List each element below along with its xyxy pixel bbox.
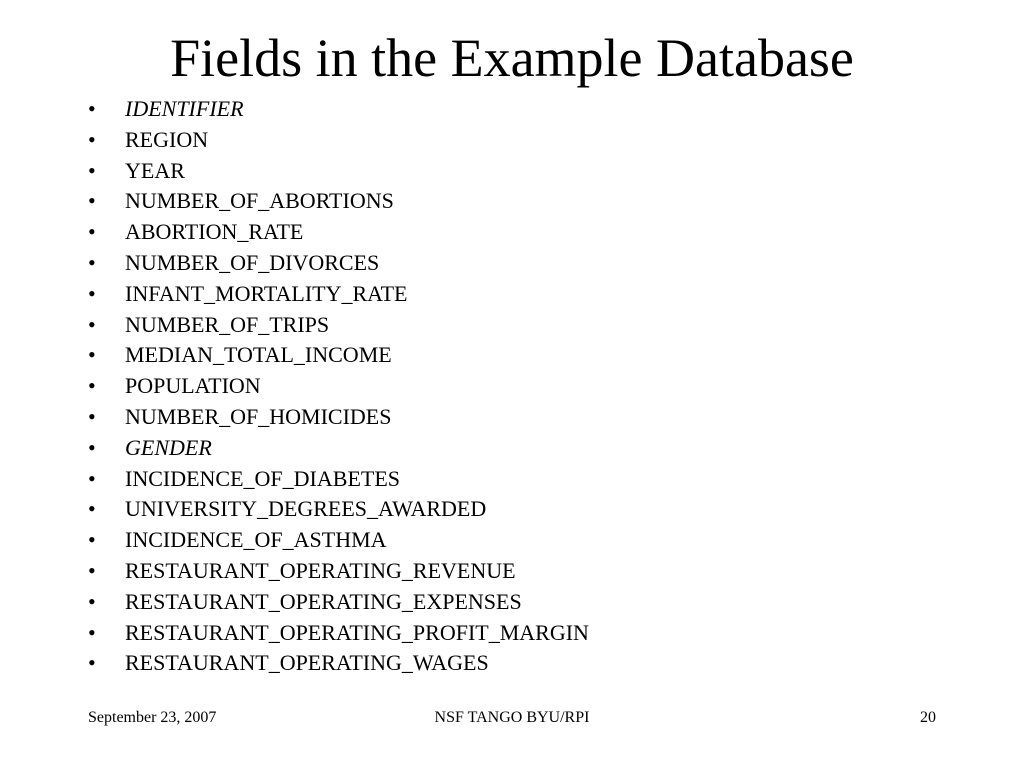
field-label: RESTAURANT_OPERATING_WAGES [125, 650, 489, 676]
bullet-icon: • [88, 157, 96, 183]
bullet-icon: • [88, 249, 96, 275]
list-item [88, 186, 589, 217]
list-item [88, 371, 589, 402]
bullet-icon: • [88, 650, 96, 676]
field-label: GENDER [125, 434, 212, 460]
page-number: 20 [920, 709, 936, 726]
field-label: RESTAURANT_OPERATING_PROFIT_MARGIN [125, 619, 589, 645]
field-label: UNIVERSITY_DEGREES_AWARDED [125, 496, 487, 522]
bullet-icon: • [88, 311, 96, 337]
list-item [88, 125, 589, 156]
field-label: NUMBER_OF_DIVORCES [125, 249, 380, 275]
list-item [88, 587, 589, 618]
field-label: INCIDENCE_OF_ASTHMA [125, 527, 387, 553]
bullet-icon: • [88, 588, 96, 614]
footer-title: NSF TANGO BYU/RPI [434, 709, 590, 726]
list-item [88, 525, 589, 556]
list-item [88, 402, 589, 433]
list-item [88, 340, 589, 371]
field-label: ABORTION_RATE [125, 219, 304, 245]
slide-title: Fields in the Example Database [170, 28, 854, 88]
list-item [88, 648, 589, 679]
field-label: NUMBER_OF_HOMICIDES [125, 403, 392, 429]
bullet-icon: • [88, 280, 96, 306]
list-item [88, 464, 589, 495]
bullet-icon: • [88, 619, 96, 645]
bullet-icon: • [88, 434, 96, 460]
footer-date: September 23, 2007 [88, 709, 217, 726]
list-item [88, 94, 589, 125]
bullet-icon: • [88, 496, 96, 522]
field-list [88, 94, 589, 679]
bullet-icon: • [88, 527, 96, 553]
bullet-icon: • [88, 465, 96, 491]
field-label: MEDIAN_TOTAL_INCOME [125, 342, 392, 368]
list-item [88, 433, 589, 464]
list-item [88, 279, 589, 310]
list-item [88, 217, 589, 248]
bullet-icon: • [88, 96, 96, 121]
field-label: YEAR [125, 157, 185, 183]
field-label: RESTAURANT_OPERATING_REVENUE [125, 557, 516, 583]
field-label: RESTAURANT_OPERATING_EXPENSES [125, 588, 522, 614]
bullet-icon: • [88, 188, 96, 214]
bullet-icon: • [88, 126, 96, 152]
bullet-icon: • [88, 557, 96, 583]
field-label: REGION [125, 126, 209, 152]
bullet-icon: • [88, 219, 96, 245]
bullet-icon: • [88, 342, 96, 368]
list-item [88, 156, 589, 187]
field-label: INCIDENCE_OF_DIABETES [125, 465, 400, 491]
field-label: NUMBER_OF_TRIPS [125, 311, 330, 337]
list-item [88, 248, 589, 279]
field-label: POPULATION [125, 373, 261, 399]
list-item [88, 310, 589, 341]
field-label: IDENTIFIER [125, 96, 244, 121]
field-label: INFANT_MORTALITY_RATE [125, 280, 408, 306]
field-label: NUMBER_OF_ABORTIONS [125, 188, 394, 214]
bullet-icon: • [88, 373, 96, 399]
list-item [88, 618, 589, 649]
bullet-icon: • [88, 403, 96, 429]
list-item [88, 494, 589, 525]
list-item [88, 556, 589, 587]
